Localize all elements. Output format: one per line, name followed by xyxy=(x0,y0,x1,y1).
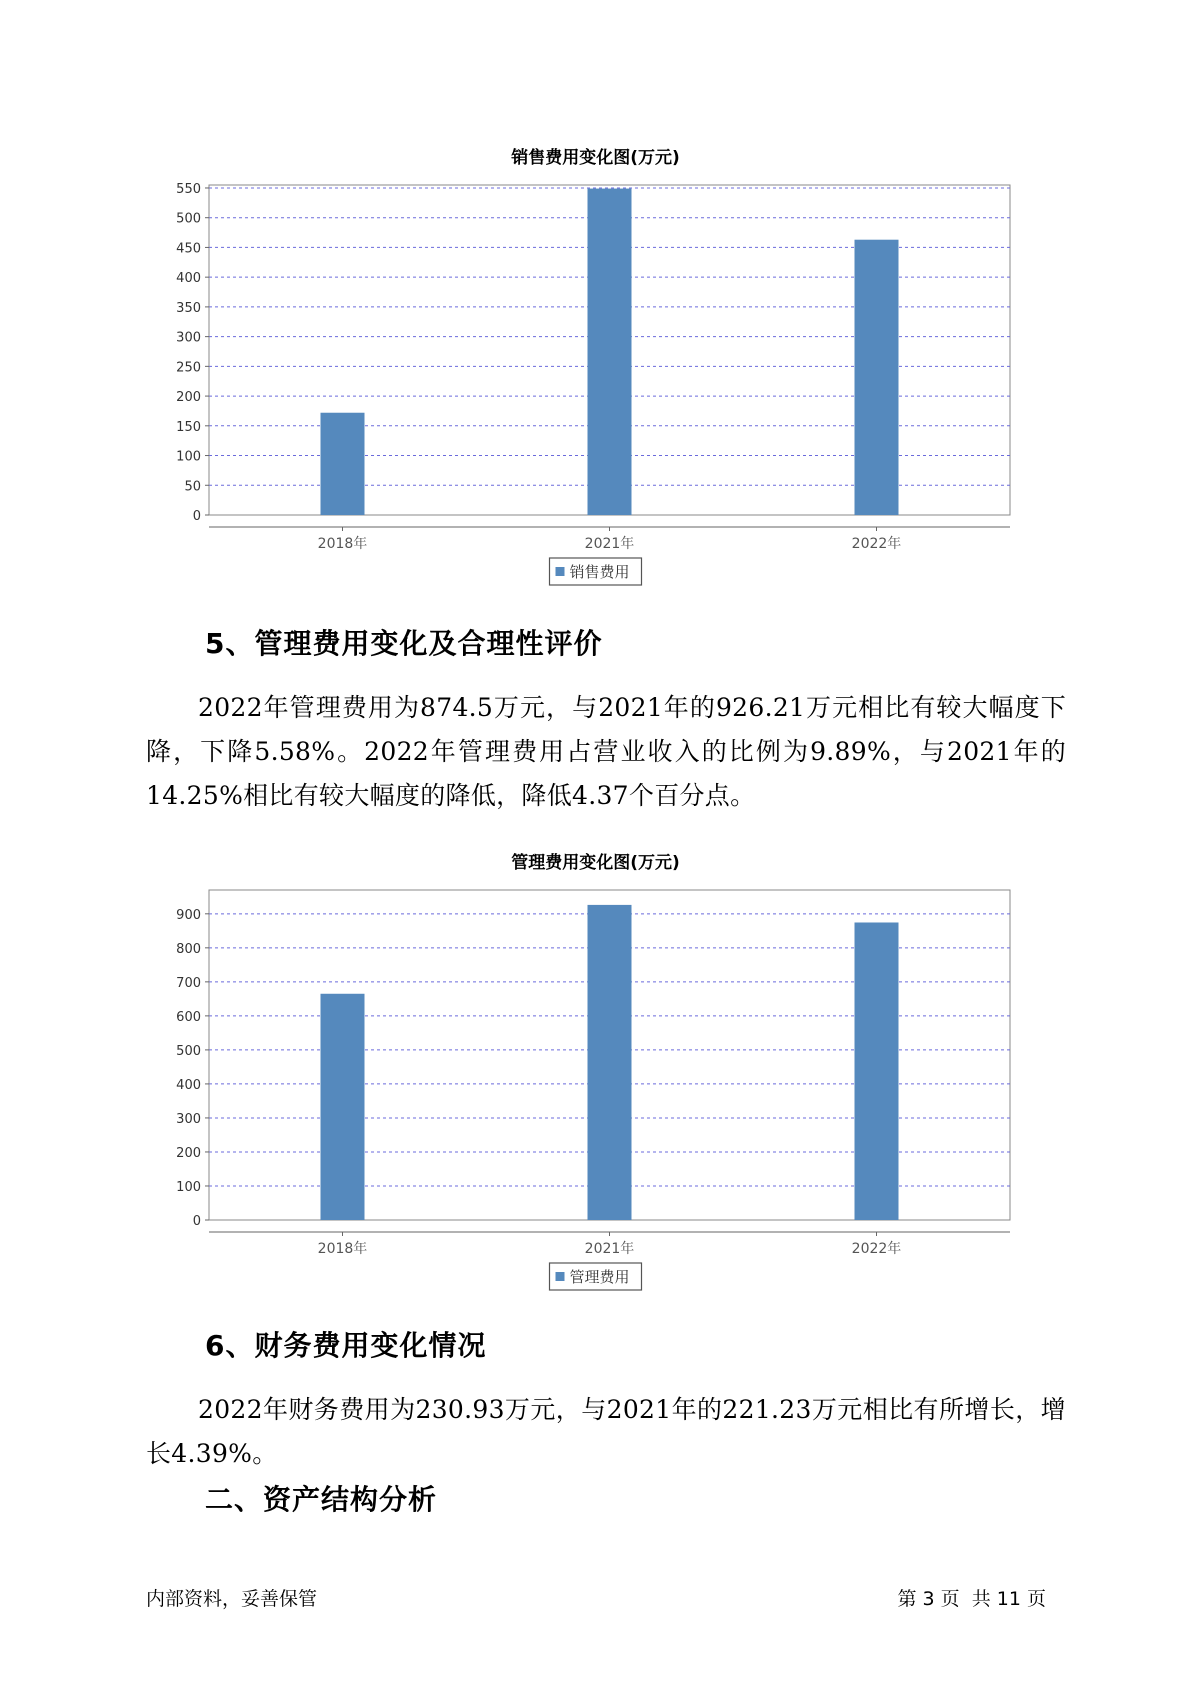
y-tick-label: 0 xyxy=(192,1214,201,1229)
y-tick-label: 100 xyxy=(176,1179,201,1195)
admin-chart-title: 管理费用变化图(万元) xyxy=(511,853,680,873)
y-tick-label: 550 xyxy=(176,181,201,197)
x-tick-label: 2021年 xyxy=(584,536,635,552)
y-tick-label: 400 xyxy=(176,271,201,287)
bar-2021年 xyxy=(588,189,632,515)
y-tick-label: 900 xyxy=(176,907,201,923)
section-6-heading: 6、财务费用变化情况 xyxy=(205,1329,487,1362)
y-tick-label: 400 xyxy=(176,1077,201,1093)
bar-2022年 xyxy=(855,240,899,515)
footer-confidential-note: 内部资料，妥善保管 xyxy=(146,1588,318,1610)
y-tick-label: 100 xyxy=(176,449,201,465)
bar-2018年 xyxy=(321,413,365,515)
y-tick-label: 150 xyxy=(176,419,201,435)
y-tick-label: 450 xyxy=(176,241,201,257)
legend-swatch xyxy=(556,1272,565,1281)
y-tick-label: 50 xyxy=(184,479,201,495)
legend-label: 销售费用 xyxy=(569,563,630,581)
x-tick-label: 2022年 xyxy=(851,1241,902,1257)
section-6-paragraph: 2022年财务费用为230.93万元，与2021年的221.23万元相比有所增长，增长4.39%。 xyxy=(146,1395,1066,1468)
y-tick-label: 300 xyxy=(176,330,201,346)
admin-expense-chart xyxy=(0,875,1191,1295)
section-5-heading: 5、管理费用变化及合理性评价 xyxy=(205,627,603,660)
legend-label: 管理费用 xyxy=(569,1268,630,1286)
y-tick-label: 250 xyxy=(176,360,201,376)
y-tick-label: 300 xyxy=(176,1111,201,1127)
y-tick-label: 350 xyxy=(176,300,201,316)
y-tick-label: 800 xyxy=(176,941,201,957)
y-tick-label: 0 xyxy=(192,509,201,524)
x-tick-label: 2018年 xyxy=(317,1241,368,1257)
footer-page-number: 第 3 页 共 11 页 xyxy=(897,1588,1046,1610)
y-tick-label: 500 xyxy=(176,1043,201,1059)
legend-swatch xyxy=(556,567,565,576)
sales-expense-chart xyxy=(0,170,1191,590)
y-tick-label: 200 xyxy=(176,390,201,406)
y-tick-label: 700 xyxy=(176,975,201,991)
section-5-paragraph: 2022年管理费用为874.5万元，与2021年的926.21万元相比有较大幅度下降，下降5.58%。2022年管理费用占营业收入的比例为9.89%，与2021年的14.25%相比有较大幅度的降低，降低4.37个百分点。 xyxy=(146,693,1066,810)
bar-2022年 xyxy=(855,922,899,1220)
x-tick-label: 2022年 xyxy=(851,536,902,552)
y-tick-label: 500 xyxy=(176,211,201,227)
sales-chart-title: 销售费用变化图(万元) xyxy=(511,148,680,168)
y-tick-label: 200 xyxy=(176,1145,201,1161)
x-tick-label: 2021年 xyxy=(584,1241,635,1257)
bar-2018年 xyxy=(321,994,365,1220)
bar-2021年 xyxy=(588,905,632,1220)
x-tick-label: 2018年 xyxy=(317,536,368,552)
section-two-heading: 二、资产结构分析 xyxy=(205,1483,438,1516)
y-tick-label: 600 xyxy=(176,1009,201,1025)
